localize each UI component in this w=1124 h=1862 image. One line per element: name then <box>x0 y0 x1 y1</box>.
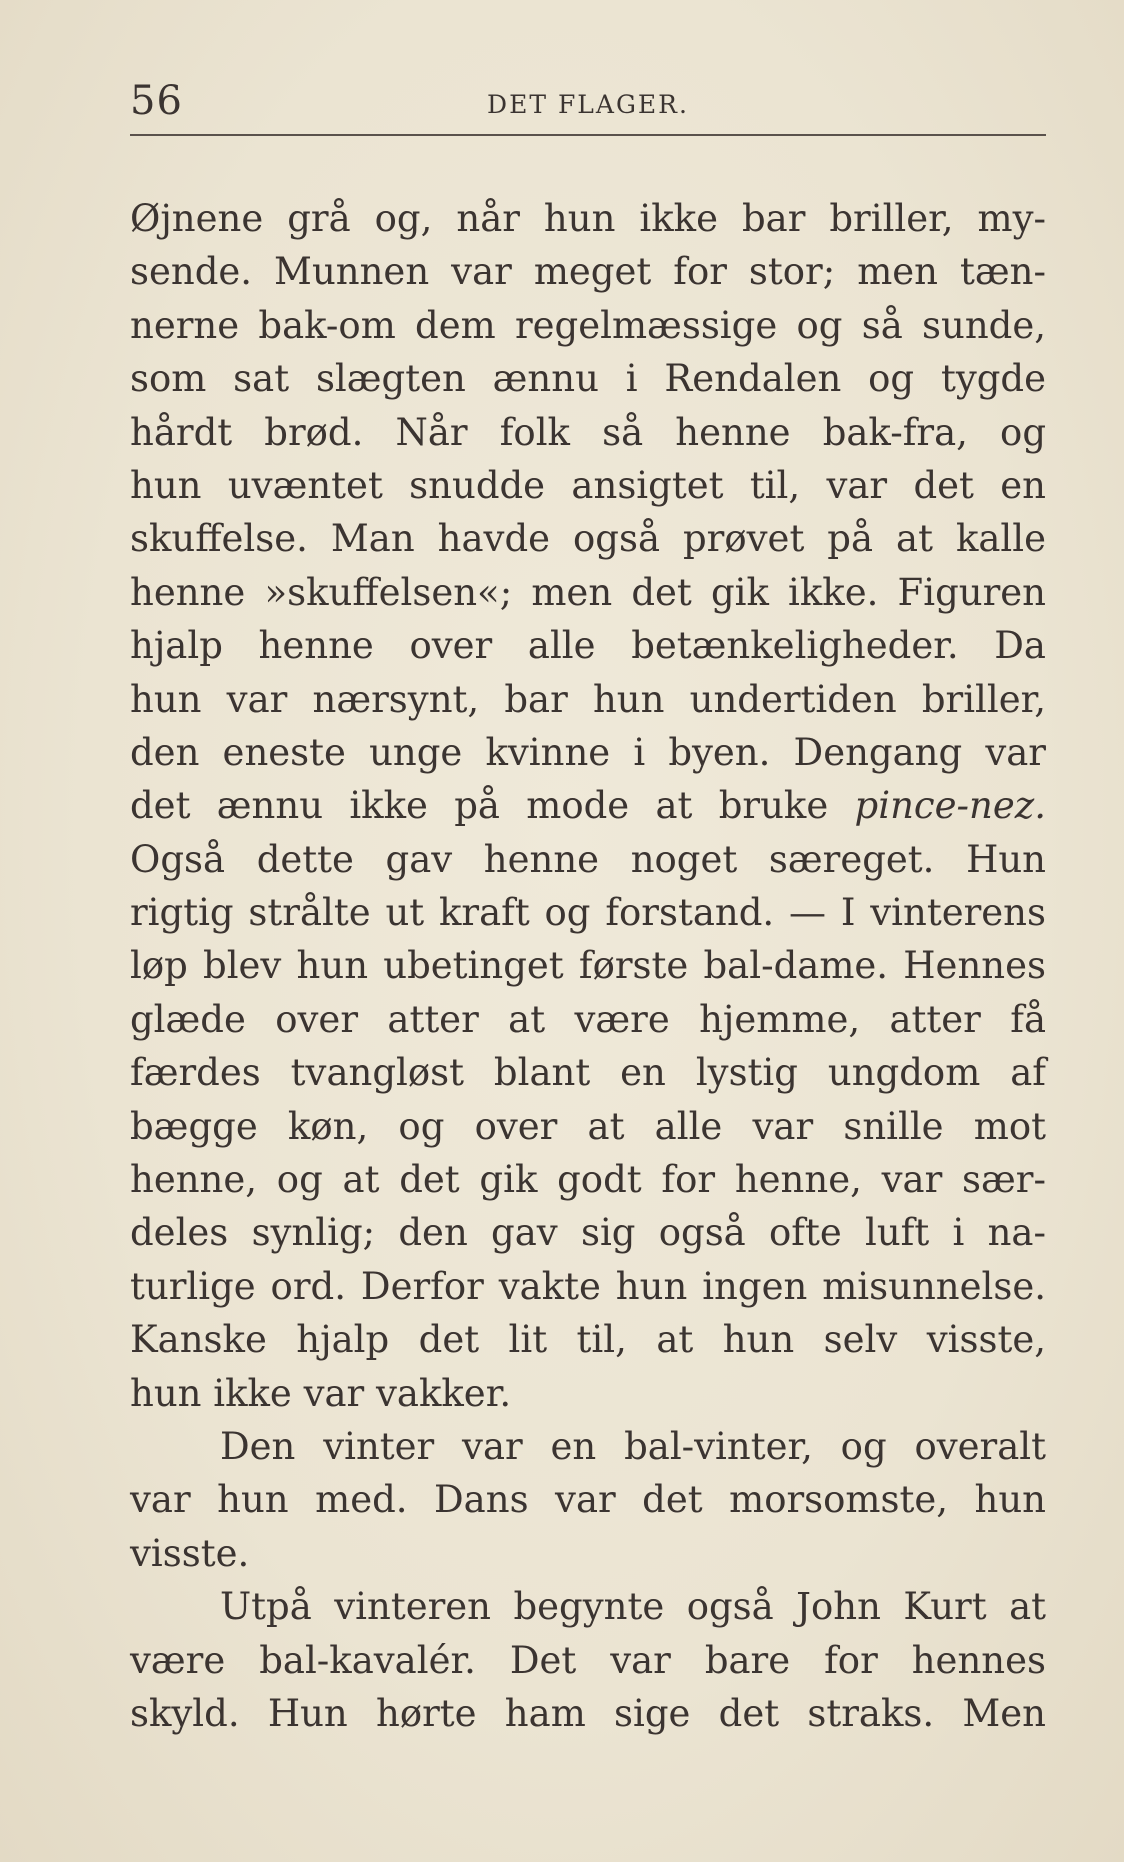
text-line: turlige ord. Derfor vakte hun ingen misunnelse. <box>130 1264 1046 1308</box>
text-line: skyld. Hun hørte ham sige det straks. Men <box>130 1691 1046 1735</box>
text-line: Øjnene grå og, når hun ikke bar briller, my- <box>130 197 1046 240</box>
text-line: Også dette gav henne noget særeget. Hun <box>130 837 1046 881</box>
text-line: var hun med. Dans var det morsomste, hun <box>130 1478 1046 1522</box>
text-line: Kanske hjalp det lit til, at hun selv visste, <box>130 1318 1046 1362</box>
text-line: løp blev hun ubetinget første bal-dame. Hennes <box>130 944 1046 988</box>
text-line: som sat slægten ænnu i Rendalen og tygde <box>130 357 1046 401</box>
text-line: glæde over atter at være hjemme, atter få <box>130 997 1046 1041</box>
text-line: Utpå vinteren begynte også John Kurt at <box>220 1585 1046 1629</box>
text-line: sende. Munnen var meget for stor; men tæn- <box>130 250 1046 294</box>
text-line: visste. <box>130 1531 250 1575</box>
header-rule <box>130 134 1046 136</box>
text-line: hun var nærsynt, bar hun undertiden briller, <box>130 677 1046 721</box>
text-line: henne »skuffelsen«; men det gik ikke. Figuren <box>130 570 1046 614</box>
text-line: henne, og at det gik godt for henne, var sær- <box>130 1158 1046 1202</box>
text-line-with-italic <box>130 779 1046 832</box>
text-line: rigtig strålte ut kraft og forstand. — I vinterens <box>130 891 1046 935</box>
text-line: nerne bak-om dem regelmæssige og så sunde, <box>130 303 1046 347</box>
text-line: bægge køn, og over at alle var snille mot <box>130 1104 1046 1148</box>
text-segment: det ænnu ikke på mode at bruke <box>130 784 829 828</box>
running-title: DET FLAGER. <box>487 90 689 119</box>
text-line: færdes tvangløst blant en lystig ungdom af <box>130 1051 1046 1095</box>
text-line: den eneste unge kvinne i byen. Dengang var <box>130 730 1046 774</box>
page-header <box>130 78 1046 128</box>
text-line: deles synlig; den gav sig også ofte luft i na- <box>130 1211 1046 1255</box>
text-line: hjalp henne over alle betænkeligheder. Da <box>130 624 1046 668</box>
text-line: hun uvæntet snudde ansigtet til, var det en <box>130 463 1046 507</box>
text-line: skuffelse. Man havde også prøvet på at kalle <box>130 517 1046 561</box>
page-number: 56 <box>130 78 183 124</box>
text-line: hårdt brød. Når folk så henne bak-fra, og <box>130 410 1046 454</box>
text-line: Den vinter var en bal-vinter, og overalt <box>220 1424 1046 1468</box>
text-line: være bal-kavalér. Det var bare for hennes <box>130 1638 1046 1682</box>
italic-term: pince-nez. <box>854 784 1046 828</box>
text-line: hun ikke var vakker. <box>130 1371 512 1415</box>
body-text <box>130 192 1046 1740</box>
